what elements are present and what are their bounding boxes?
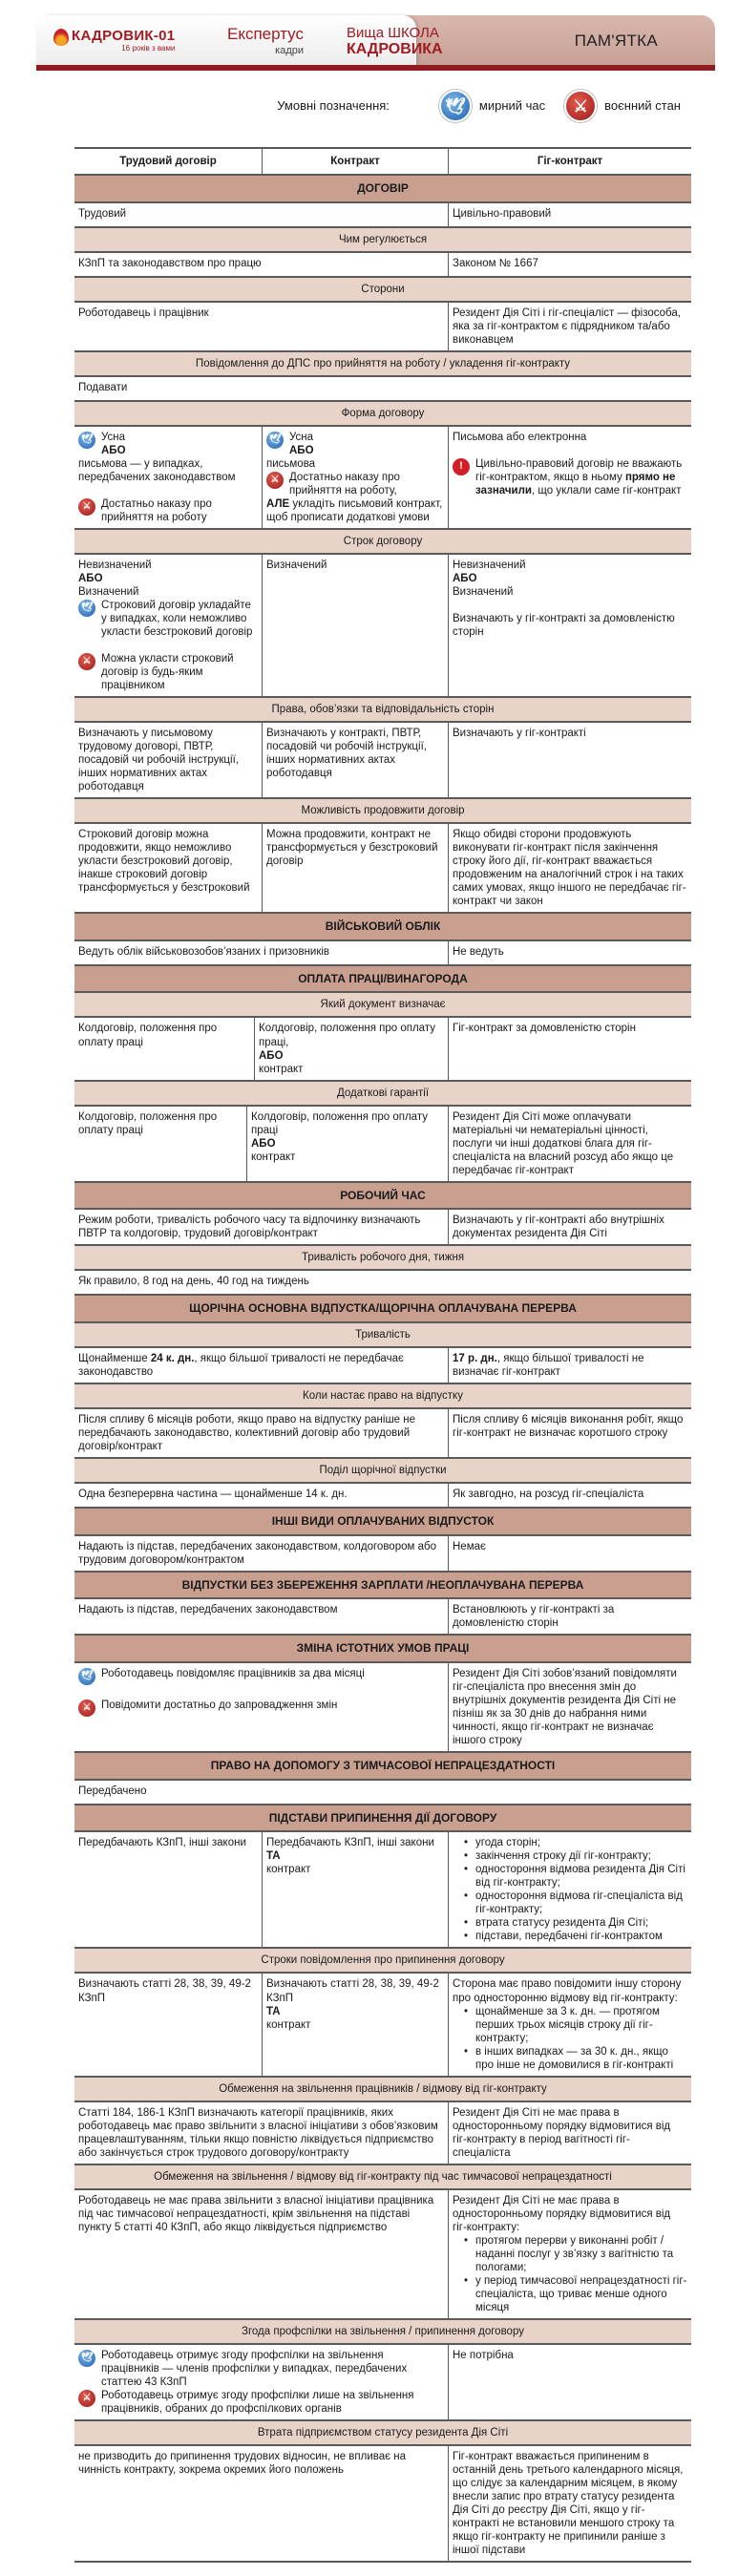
table-cell: Резидент Дія Сіті не має права в односторонньому порядку відмовитися від гіг-контракту в період вагітності гіг-спеціаліста [448,2102,691,2164]
text: АБО [251,1137,276,1150]
table-cell: Резидент Дія Сіті і гіг-спеціаліст — фізособа, яка за гіг-контрактом є підрядником та/або виконавцем [448,303,691,350]
text: Строковий договір укладайте у випадках, коли неможливо укласти безстроковий договір [101,599,253,638]
text: Резидент Дія Сіті не має права в односторонньому порядку відмовитися від гіг-контракту: [453,2194,671,2233]
logo-school[interactable] [347,25,443,59]
table-cell: Цивільно-правовий [448,203,691,226]
text: Роботодавець повідомляє працівників за два місяці [101,1668,365,1679]
text: Достатньо наказу про прийняття на роботу, [289,471,400,496]
section-header: ДОГОВІР [74,176,691,201]
table-cell: Визначають у письмовому трудовому договорі, ПВТР, посадовій чи робочій інструкції, інших нормативних актах роботодавця [78,728,239,793]
list-item: • підстави, передбачені гіг-контрактом [475,1930,687,1943]
table-cell: Надають із підстав, передбачених законодавством [78,1604,338,1616]
subsection-header: Сторони [74,278,691,301]
table-row [74,1407,691,1457]
table-cell: Законом № 1667 [448,253,691,276]
legend [0,90,681,122]
subsection-header: Можливість продовжити договір [74,799,691,822]
table-cell [448,427,691,528]
dove-icon: 🕊 [266,432,284,449]
table-cell: Режим роботи, тривалість робочого часу та відпочинку визначають ПВТР та колдоговір, трудовий договір/контракт [78,1214,421,1240]
table-row [74,1105,691,1181]
table-row [74,2188,691,2318]
logo-expertus[interactable] [227,25,304,57]
subsection-header: Поділ щорічної відпустки [74,1459,691,1482]
text: письмова [266,457,316,470]
table-row [74,721,691,797]
table-cell: Резидент Дія Сіті зобов’язаний повідомляти гіг-спеціаліста про внесення змін до внутрішніх документів резидента Дія Сіті не пізніш як за 30 днів до набрання ними чинності, якщо гіг-контракт не визначає іншого строку [448,1663,691,1751]
memo-title: ПАМ'ЯТКА [574,32,658,50]
table-cell: Якщо обидві сторони продовжують виконувати гіг-контракт після закінчення строку його дії, гіг-контракт вважається продовженим на аналогічний строк і на таких самих умовах, якщо іншого не передбачає гіг-контракт чи закон [448,824,691,912]
logo-expertus-sub: кадри [275,44,304,56]
table-cell [254,1018,448,1079]
legend-label: Умовні позначення: [277,98,390,114]
table-row [74,1016,691,1079]
text: Письмова або електронна [453,431,587,443]
table-cell: Трудовий [78,207,127,220]
section-header: ПРАВО НА ДОПОМОГУ З ТИМЧАСОВОЇ НЕПРАЦЕЗДАТНОСТІ [74,1753,691,1779]
table-cell: Не потрібна [448,2345,691,2419]
column-header-gig-contract: Гіг-контракт [448,149,691,174]
logo-expertus-title: Експертус [227,25,304,43]
logo-kadrovyk[interactable] [53,28,175,53]
text: Колдоговір, положення про оплату праці [251,1110,428,1136]
section-header: ВІДПУСТКИ БЕЗ ЗБЕРЕЖЕННЯ ЗАРПЛАТИ /НЕОПЛАЧУВАНА ПЕРЕРВА [74,1573,691,1598]
table-cell: Як правило, 8 год на день, 40 год на тиждень [78,1276,309,1288]
table-cell: Роботодавець не має права звільнити з власної ініціативи працівника під час тимчасової непрацездатності, крім звільнення на підставі пункту 5 статті 40 КЗпП, або якщо ліквідується підприємство [78,2194,434,2233]
subsection-header: Коли настає право на відпустку [74,1384,691,1407]
text: письмова — у випадках, передбачених законодавством [78,457,236,483]
list-item: • закінчення строку дії гіг-контракту; [475,1849,687,1863]
table-row [74,2101,691,2164]
rifle-icon: ⚔ [78,653,95,670]
text: 17 р. дн. [453,1352,497,1364]
subsection-header: Чим регулюється [74,228,691,251]
text: Визначений [453,585,514,598]
table-cell [262,427,448,528]
table-cell [74,1348,448,1383]
table-cell [74,555,262,696]
text: Щонайменше [78,1352,151,1364]
subsection-header: Строк договору [74,530,691,553]
sick-leave-list [453,2234,687,2314]
table-cell: Після спливу 6 місяців роботи, якщо право на відпустку раніше не передбачають законодавство, колективний договір або трудовий договір/контракт [78,1414,416,1453]
text: АБО [78,572,103,584]
dove-icon: 🕊 [78,2350,95,2367]
text: АБО [259,1049,284,1062]
flame-icon [53,29,69,46]
header-accent-bar [36,65,715,71]
text: Невизначений [78,559,152,571]
text: Цивільно-правовий договір не вважають гіг-контрактом, якщо в ньому [475,457,683,483]
table-cell [448,555,691,696]
text: Невизначений [453,559,526,571]
table-cell: Одна безперервна частина — щонайменше 14 к. дн. [78,1489,348,1501]
table-cell: Надають із підстав, передбачених законодавством, колдоговором або трудовим договором/контрактом [78,1540,436,1566]
table-cell: Гіг-контракт за домовленістю сторін [448,1018,691,1079]
table-cell: Не ведуть [448,941,691,964]
table-cell: КЗпП та законодавством про працю [78,257,262,269]
text: Усна [289,431,314,443]
section-header: ОПЛАТА ПРАЦІ/ВИНАГОРОДА [74,966,691,992]
dove-icon: 🕊 [78,1668,95,1685]
subsection-header: Строки повідомлення про припинення договору [74,1949,691,1972]
table-cell [74,427,262,528]
logo-school-top: Вища ШКОЛА [347,25,439,41]
text: Повідомити достатньо до запровадження змін [101,1700,338,1711]
column-header-contract: Контракт [262,149,448,174]
table-row [74,1346,691,1383]
table-cell [74,2345,448,2419]
rifle-icon: ⚔ [78,498,95,516]
table-cell: Визначають статті 28, 38, 39, 49-2 КЗпП [78,1978,251,2004]
text: 24 к. дн. [150,1352,195,1364]
memo-page [0,15,738,2576]
subsection-header: Повідомлення до ДПС про прийняття на роботу / укладення гіг-контракту [74,352,691,375]
list-item: • протягом перерви у виконанні робіт / наданні послуг у зв’язку з вагітністю та пологами; [475,2234,687,2274]
table-cell: Визначений [262,555,448,696]
header-banner [36,15,715,65]
legend-war [564,90,681,122]
table-row [74,1534,691,1571]
text: , що уклали саме гіг-контракт [532,484,682,496]
table-row [74,251,691,276]
table-cell [262,1974,448,2075]
list-item: • одностороння відмова резидента Дія Сіті від гіг-контракту; [475,1863,687,1890]
rifle-icon: ⚔ [78,2390,95,2407]
rifle-icon: ⚔ [78,1700,95,1717]
table-row [74,1269,691,1294]
text: контракт [251,1151,296,1163]
table-cell: Визначають у гіг-контракті [448,723,691,797]
logo-school-bottom: КАДРОВИКА [347,41,443,58]
section-header: ПІДСТАВИ ПРИПИНЕННЯ ДІЇ ДОГОВОРУ [74,1805,691,1831]
table-row [74,375,691,400]
section-header: ЩОРІЧНА ОСНОВНА ВІДПУСТКА/ЩОРІЧНА ОПЛАЧУВАНА ПЕРЕРВА [74,1296,691,1321]
brand-area [36,15,443,65]
table-row [74,1661,691,1751]
table-cell: Роботодавець і працівник [78,306,209,319]
subsection-header: Обмеження на звільнення працівників / відмову від гіг-контракту [74,2078,691,2101]
text: АБО [453,572,477,584]
list-item: • у період тимчасової непрацездатності гіг-спеціаліста, що триває менше одного місяця [475,2274,687,2314]
table-row [74,822,691,912]
table-row [74,1972,691,2075]
text: АЛЕ [266,497,290,510]
subsection-header: Який документ визначає [74,993,691,1016]
table-cell [448,1832,691,1947]
section-header: ЗМІНА ІСТОТНИХ УМОВ ПРАЦІ [74,1636,691,1661]
table-cell [448,1974,691,2075]
rifle-icon: ⚔ [266,472,284,489]
text: АБО [101,444,126,456]
list-item: • втрата статусу резидента Дія Сіті; [475,1916,687,1930]
subsection-header: Тривалість [74,1323,691,1346]
subsection-header: Права, обов’язки та відповідальність сторін [74,698,691,721]
logo-kadrovyk-tagline: 16 років з вами [121,44,176,53]
list-item: • одностороння відмова гіг-спеціаліста від гіг-контракту; [475,1890,687,1916]
text: Визначають статті 28, 38, 39, 49-2 КЗпП [266,1978,439,2004]
table-cell: Статті 184, 186-1 КЗпП визначають категорії працівників, яких роботодавець має право звільнити з власної ініціативи з обов’язковим працевлаштуванням, тільки якщо повністю ліквідується підприємство або закінчується строк трудового договору/контракту [78,2106,438,2159]
section-header: ІНШІ ВИДИ ОПЛАЧУВАНИХ ВІДПУСТОК [74,1509,691,1534]
exclamation-icon: ! [453,458,470,475]
table-row [74,201,691,226]
text: Роботодавець отримує згоду профспілки на звільнення працівників — членів профспілки у випадках, передбачених статтею 43 КЗпП [101,2349,408,2388]
table-cell: Гіг-контракт вважається припиненим в останній день третього календарного місяця, що слідує за календарним місяцем, в якому внесли запис про втрату статусу резидента Дія Сіті до реєстру Дія Сіті, якщо у гіг-контракті не встановили меншого строку та якщо гіг-контракту не припинили раніше з іншої підстави [448,2446,691,2561]
comparison-table [74,147,691,2563]
list-item: • щонайменше за 3 к. дн. — протягом перших трьох місяців строку дії гіг-контракту; [475,2005,687,2045]
table-cell: Подавати [78,381,128,393]
table-row [74,1779,691,1804]
text: ТА [266,2005,281,2017]
table-row [74,553,691,696]
table-cell: Як завгодно, на розсуд гіг-спеціаліста [448,1484,691,1507]
text: Передбачають КЗпП, інші закони [266,1837,434,1849]
text: контракт [266,2018,311,2031]
table-cell: Передбачають КЗпП, інші закони [78,1837,246,1849]
table-cell: Встановлюють у гіг-контракті за домовленістю сторін [448,1599,691,1634]
legend-peace-text: мирний час [478,98,546,114]
text: Визначений [78,585,139,598]
text: контракт [266,1864,311,1876]
table-row [74,1830,691,1947]
section-header: ВІЙСЬКОВИЙ ОБЛІК [74,914,691,940]
table-cell: Немає [448,1536,691,1571]
table-row [74,301,691,350]
table-row [74,2343,691,2419]
table-cell [74,1663,448,1751]
table-cell: Колдоговір, положення про оплату праці [78,1110,218,1136]
subsection-header: Форма договору [74,402,691,425]
table-cell: Визначають у контракті, ПВТР, посадовій чи робочій інструкції, інших нормативних актах роботодавця [262,723,448,797]
subsection-header: Втрата підприємством статусу резидента Дія Сіті [74,2421,691,2444]
table-cell: не призводить до припинення трудових відносин, не впливає на чинність контракту, зокрема окремих його положень [78,2450,406,2476]
text: укладіть письмовий контракт, щоб прописати додаткові умови [266,497,443,523]
list-item: • в інших випадках — за 30 к. дн., якщо про інше не домовилися в гіг-контракті [475,2045,687,2072]
text: Усна [101,431,126,443]
table-row [74,2444,691,2563]
text: Роботодавець отримує згоду профспілки лише на звільнення працівників, обраних до профспілкових органів [101,2389,414,2415]
table-cell: Після спливу 6 місяців виконання робіт, якщо гіг-контракт не визначає коротшого строку [448,1409,691,1457]
table-cell [448,2190,691,2318]
table-header-row [74,147,691,174]
list-item: • угода сторін; [475,1836,687,1849]
column-header-labor-contract: Трудовий договір [119,156,217,167]
table-cell: Строковий договір можна продовжити, якщо неможливо укласти безстроковий договір, інакше строковий договір трансформується у безстроковий [78,829,250,895]
dove-icon: 🕊 [78,600,95,617]
table-cell: Ведуть облік військовозобов’язаних і призовників [78,945,330,958]
table-cell [448,1348,691,1383]
subsection-header: Додаткові гарантії [74,1082,691,1105]
dove-icon: 🕊 [78,432,95,449]
table-cell: Колдоговір, положення про оплату праці [78,1023,218,1048]
logo-kadrovyk-title: КАДРОВИК-01 [72,28,176,44]
dove-icon: 🕊 [439,90,472,122]
section-header: РОБОЧИЙ ЧАС [74,1183,691,1209]
table-row [74,425,691,528]
text: ТА [266,1850,281,1863]
text: Колдоговір, положення про оплату праці, [259,1023,435,1048]
table-cell [262,1832,448,1947]
text: АБО [289,444,314,456]
text: прямо не зазначили [475,471,676,496]
notice-list [453,2005,687,2072]
table-cell: Визначають у гіг-контракті або внутрішніх документах резидента Дія Сіті [448,1210,691,1244]
text: Можна укласти строковий договір із будь-яким працівником [101,652,234,691]
subsection-header: Обмеження на звільнення / відмову від гіг-контракту під час тимчасової непрацездатності [74,2165,691,2188]
table-row [74,1208,691,1244]
text: Достатньо наказу про прийняття на роботу [101,497,212,523]
text: контракт [259,1063,304,1075]
table-row [74,1482,691,1507]
legend-peace [439,90,545,122]
rifle-icon: ⚔ [564,90,597,122]
table-cell [246,1107,448,1181]
termination-grounds-list [453,1836,687,1943]
text: , якщо більшої тривалості не визначає гіг-контракт [453,1352,644,1378]
table-row [74,1597,691,1634]
text: , якщо більшої тривалості не передбачає законодавство [78,1352,404,1378]
table-row [74,940,691,964]
subsection-header: Згода профспілки на звільнення / припинення договору [74,2320,691,2343]
table-cell: Резидент Дія Сіті може оплачувати матеріальні чи нематеріальні цінності, послуги чи інші додаткові блага для гіг-спеціаліста на власний розсуд або якщо це передбачає гіг-контракт [448,1107,691,1181]
text: Визначають у гіг-контракті за домовленістю сторін [453,612,675,638]
table-cell: Можна продовжити, контракт не трансформується у безстроковий договір [262,824,448,912]
legend-war-text: воєнний стан [604,98,681,114]
text: Сторона має право повідомити іншу сторону про односторонню відмову від гіг-контракту: [453,1978,682,2004]
table-cell: Передбачено [78,1784,147,1797]
subsection-header: Тривалість робочого дня, тижня [74,1246,691,1269]
